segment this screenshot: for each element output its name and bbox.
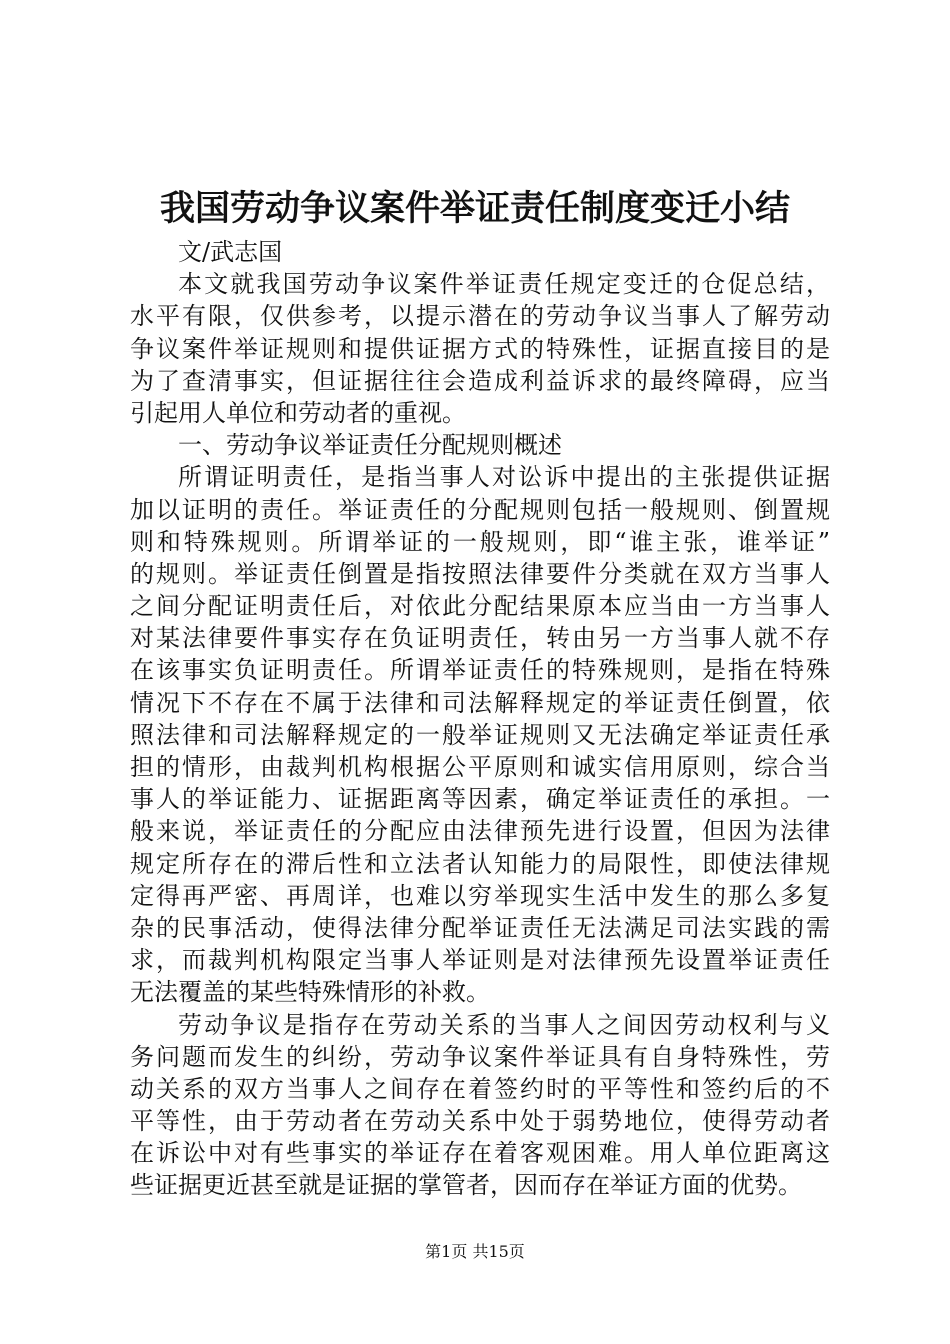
- text-line: 动关系的双方当事人之间存在着签约时的平等性和签约后的不: [130, 1074, 830, 1103]
- text-line: 平等性，由于劳动者在劳动关系中处于弱势地位，使得劳动者: [130, 1107, 830, 1136]
- body-lines: [130, 268, 830, 1201]
- text-line: 劳动争议是指存在劳动关系的当事人之间因劳动权利与义: [178, 1010, 830, 1039]
- document-title: 我国劳动争议案件举证责任制度变迁小结: [159, 188, 790, 229]
- text-line: 照法律和司法解释规定的一般举证规则又无法确定举证责任承: [130, 720, 830, 749]
- text-line: 担的情形，由裁判机构根据公平原则和诚实信用原则，综合当: [130, 753, 830, 781]
- text-line: 定得再严密、再周详，也难以穷举现实生活中发生的那么多复: [130, 881, 830, 910]
- text-line: 在该事实负证明责任。所谓举证责任的特殊规则，是指在特殊: [130, 656, 830, 685]
- text-line: 为了查清事实，但证据往往会造成利益诉求的最终障碍，应当: [130, 366, 830, 395]
- text-line: 引起用人单位和劳动者的重视。: [130, 398, 466, 427]
- text-line: 的规则。举证责任倒置是指按照法律要件分类就在双方当事人: [130, 559, 830, 588]
- text-line: 在诉讼中对有些事实的举证存在着客观困难。用人单位距离这: [130, 1139, 830, 1168]
- text-line: 水平有限，仅供参考，以提示潜在的劳动争议当事人了解劳动: [130, 302, 830, 331]
- text-line: 规定所存在的滞后性和立法者认知能力的局限性，即使法律规: [130, 849, 830, 878]
- text-line: 无法覆盖的某些特殊情形的补救。: [130, 978, 490, 1007]
- text-line: 般来说，举证责任的分配应由法律预先进行设置，但因为法律: [130, 817, 830, 846]
- text-line: 之间分配证明责任后，对依此分配结果原本应当由一方当事人: [130, 592, 830, 621]
- author-line: 文/武志国: [178, 238, 283, 266]
- text-line: 情况下不存在不属于法律和司法解释规定的举证责任倒置，依: [130, 688, 830, 717]
- text-line: 本文就我国劳动争议案件举证责任规定变迁的仓促总结，: [178, 270, 830, 299]
- page-footer: 第1页 共15页: [425, 1242, 525, 1261]
- text-line: 则和特殊规则。所谓举证的一般规则，即“谁主张，谁举证”: [130, 527, 830, 556]
- text-line: 求，而裁判机构限定当事人举证则是对法律预先设置举证责任: [130, 946, 830, 975]
- text-line: 争议案件举证规则和提供证据方式的特殊性，证据直接目的是: [130, 334, 830, 363]
- text-line: 对某法律要件事实存在负证明责任，转由另一方当事人就不存: [130, 624, 830, 653]
- text-line: 一、劳动争议举证责任分配规则概述: [178, 431, 562, 460]
- text-line: 杂的民事活动，使得法律分配举证责任无法满足司法实践的需: [130, 913, 830, 942]
- text-line: 些证据更近甚至就是证据的掌管者，因而存在举证方面的优势。: [130, 1171, 802, 1200]
- text-line: 事人的举证能力、证据距离等因素，确定举证责任的承担。一: [130, 785, 830, 814]
- text-line: 务问题而发生的纠纷，劳动争议案件举证具有自身特殊性，劳: [130, 1042, 830, 1071]
- text-line: 加以证明的责任。举证责任的分配规则包括一般规则、倒置规: [130, 495, 830, 524]
- text-line: 所谓证明责任，是指当事人对讼诉中提出的主张提供证据: [178, 463, 830, 492]
- document-body: [130, 236, 830, 1202]
